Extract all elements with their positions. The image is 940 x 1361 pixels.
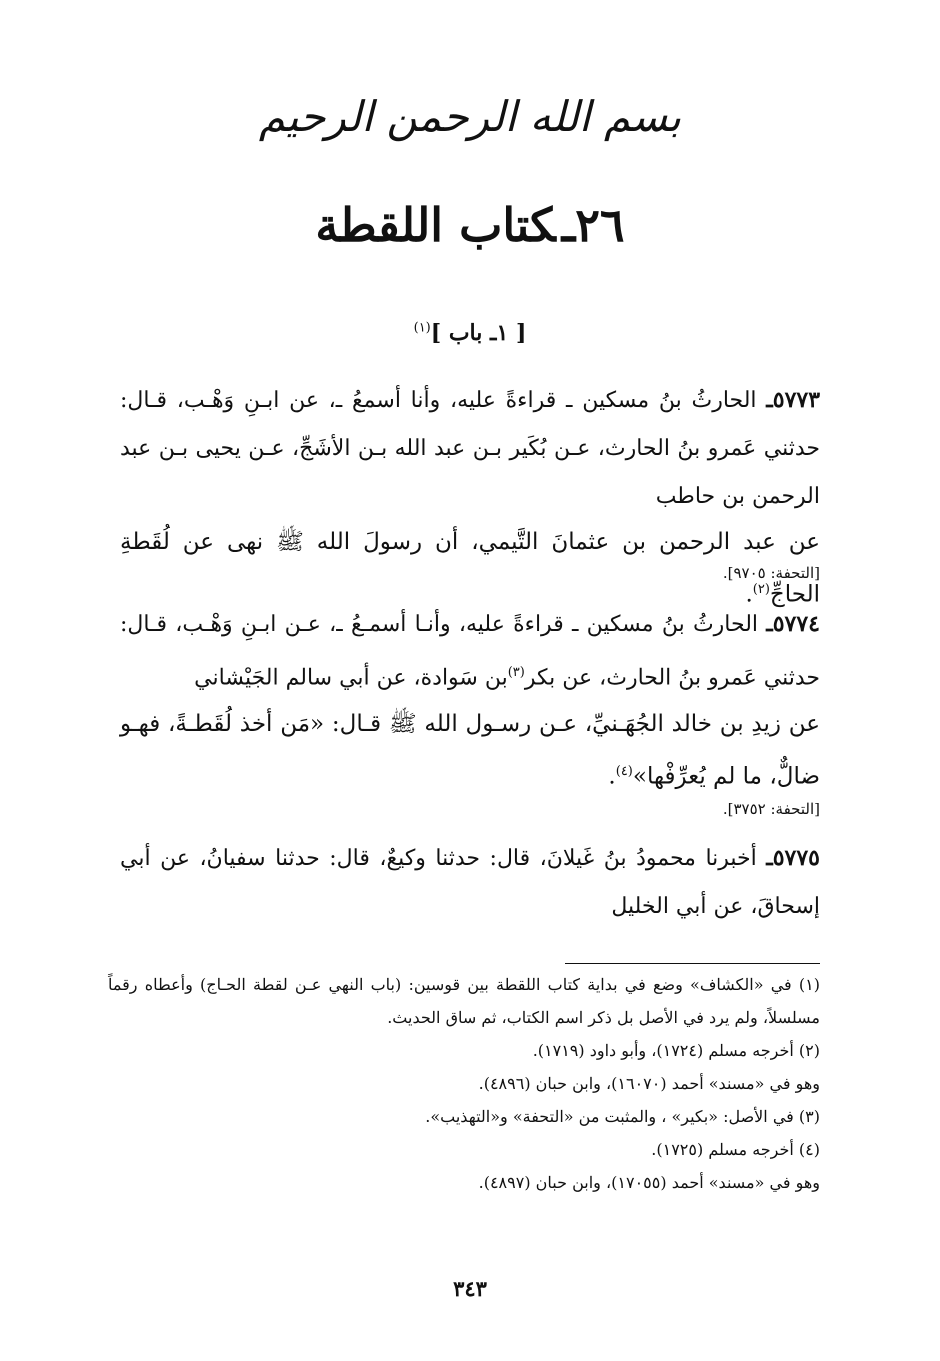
footnote-ref: (٢)	[752, 582, 770, 597]
page-number: ٣٤٣	[453, 1276, 487, 1301]
hadith-isnad: الحارثُ بنُ مسكين ـ قراءةً عليه، وأنا أسمعُ ـ، عن ابـنِ وَهْـب، قـال: حدثني عَمرو بنُ الحارث، عـن بُكَير بـن عبد الله بـن الأشَجِّ، عـن يحيى بـن عبد الرحمن بن حاطب	[120, 388, 820, 509]
hadith-number: ٥٧٧٣ـ	[766, 387, 821, 413]
footnote-2-cont: وهو في «مسند» أحمد (١٦٠٧٠)، وابن حبان (٤٨٩٦).	[478, 1074, 820, 1093]
matn-end: .	[745, 581, 753, 608]
tuhfa-reference: [التحفة: ٣٧٥٢].	[722, 800, 820, 818]
footnote-ref: (٣)	[507, 665, 525, 680]
footnote-divider	[565, 963, 820, 964]
hadith-5774-isnad	[120, 600, 820, 702]
footnote-4: (٤) أخرجه مسلم (١٧٢٥).	[651, 1140, 820, 1159]
chapter-label: [ ١ـ باب ]	[430, 320, 527, 346]
hadith-isnad: أخبرنا محمودُ بنُ غَيلانَ، قال: حدثنا وكيعٌ، قال: حدثنا سفيانُ، عن أبي إسحاقَ، عن أبي الخليل	[120, 846, 820, 919]
footnote-1: (١) في «الكشاف» وضع في بداية كتاب اللقطة بين قوسين: (باب النهي عـن لقطة الحـاج) وأعطاه رقماً مسلسلاً، ولم يرد في الأصل بل ذكر اسم الكتاب، ثم ساق الحديث.	[108, 975, 820, 1027]
hadith-matn: عن زيدِ بن خالد الجُهَـنيِّ، عـن رسـول الله ﷺ قـال: «مَن أخذ لُقَطـةً، فهـو ضالٌّ، ما لم يُعرِّفْها»	[120, 711, 820, 790]
footnote-4-cont: وهو في «مسند» أحمد (١٧٠٥٥)، وابن حبان (٤٨٩٧).	[478, 1173, 820, 1192]
hadith-5774-matn	[120, 700, 820, 801]
footnotes	[108, 968, 820, 1199]
chapter-heading	[0, 320, 940, 346]
basmala-heading: بسم الله الرحمن الرحيم	[258, 92, 682, 141]
footnote-ref: (٤)	[615, 764, 633, 779]
tuhfa-reference: [التحفة: ٩٧٠٥].	[722, 564, 820, 582]
hadith-5773-isnad	[120, 376, 820, 521]
matn-end: .	[608, 763, 616, 790]
book-number: ٢٦ـ	[561, 198, 625, 252]
footnote-3: (٣) في الأصل: «بكير» ، والمثبت من «التحفة» و«التهذيب».	[425, 1107, 820, 1126]
hadith-number: ٥٧٧٥ـ	[766, 845, 820, 871]
hadith-number: ٥٧٧٤ـ	[766, 611, 820, 637]
hadith-isnad: الحارثُ بنُ مسكين ـ قراءةً عليه، وأنـا أسمـعُ ـ، عـن ابـنِ وَهْـب، قـال: حدثني عَمرو بنُ الحارث، عن بكر	[120, 612, 820, 691]
book-title	[0, 198, 940, 252]
hadith-matn: عن عبد الرحمن بن عثمانَ التَّيمي، أن رسولَ الله ﷺ نهى عن لُقَطةِ الحاجِّ	[120, 529, 820, 608]
footnote-2: (٢) أخرجه مسلم (١٧٢٤)، وأبو داود (١٧١٩).	[532, 1041, 820, 1060]
book-title-text: كتاب اللقطة	[315, 198, 556, 252]
hadith-isnad-cont: بن سَوادة، عن أبي سالم الجَيْشاني	[194, 665, 508, 691]
chapter-footnote-ref: (١)	[413, 320, 431, 336]
hadith-5775-isnad	[120, 834, 820, 931]
